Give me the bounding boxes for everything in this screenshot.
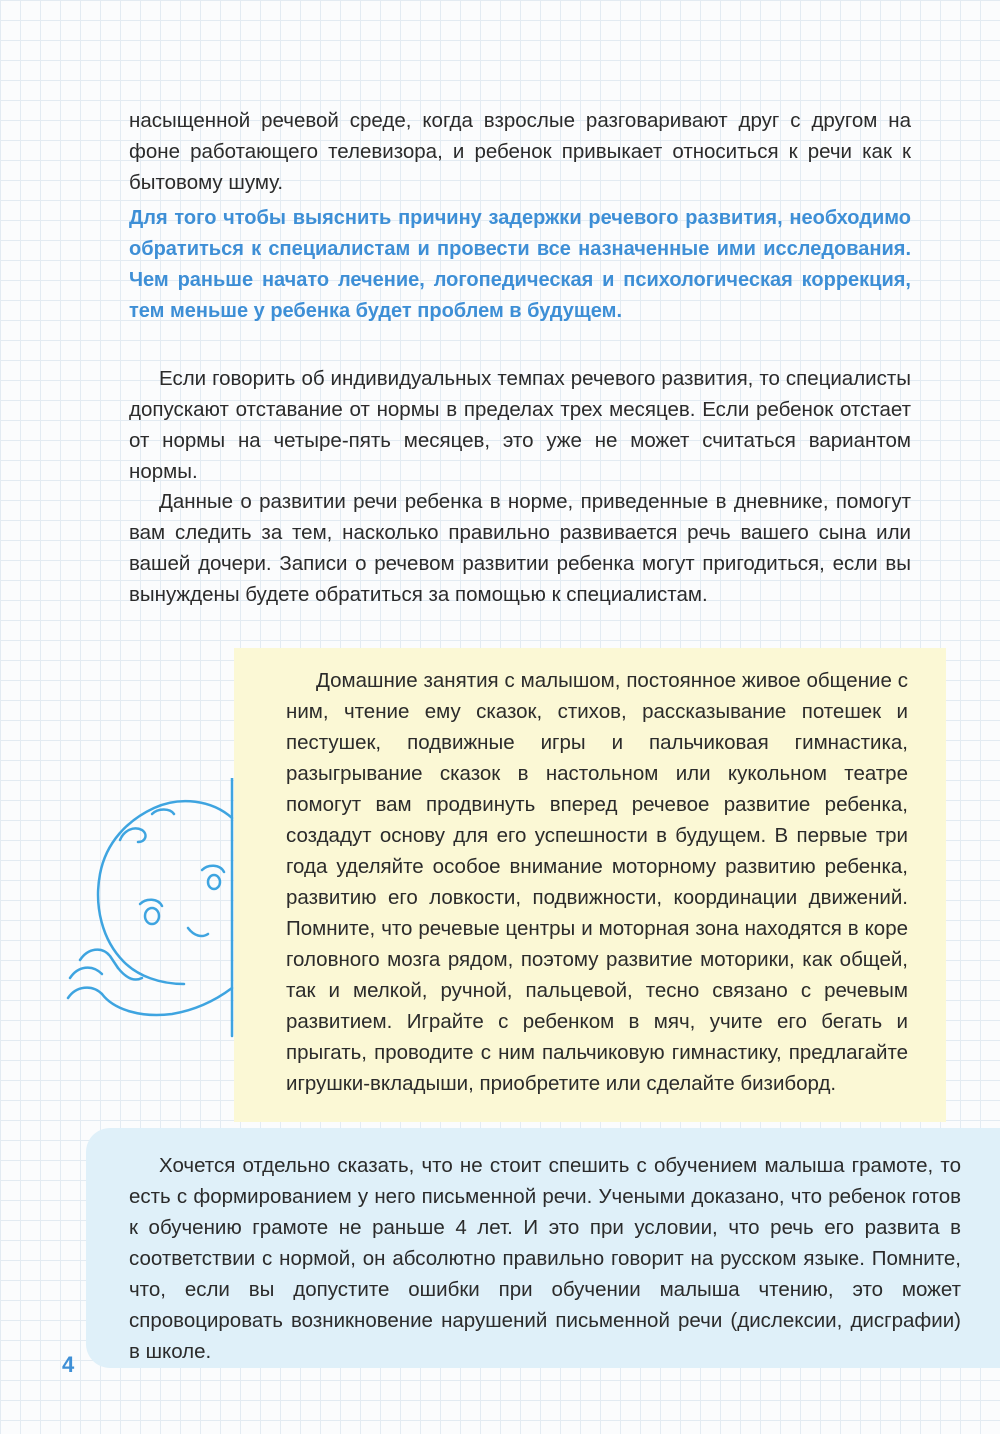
tip-box-text: Домашние занятия с малышом, постоянное живое общение с ним, чтение ему сказок, стихов, рассказывание потешек и пестушек, подвижные игры и пальчиковая гимнастика, разыгрывание сказок в настольном или кукольном театре помогут вам продвинуть вперед речевое развитие ребенка, создадут основу для его успешности в будущем. В первые три года уделяйте особое внимание моторному развитию ребенка, развитию его ловкости, подвижности, координации движений. Помните, что речевые центры и моторная зона находятся в коре головного мозга рядом, поэтому развитие моторики, как общей, так и мелкой, ручной, пальцевой, тесно связано с речевым развитием. Играйте с ребенком в мяч, учите его бегать и прыгать, проводите с ним пальчиковую гимнастику, предлагайте игрушки-вкладыши, приобретите или сделайте бизиборд. [286,669,908,1095]
baby-peeking-icon [62,778,242,1038]
paragraph-highlight: Для того чтобы выяснить причину задержки речевого развития, необходимо обратиться к специалистам и провести все назначенные ими исследования. Чем раньше начато лечение, логопедическая и психологическая коррекция, тем меньше у ребенка будет проблем в будущем. [129,207,911,322]
page-number: 4 [62,1352,75,1377]
note-box-text: Хочется отдельно сказать, что не стоит спешить с обучением малыша грамоте, то есть с формированием у него письменной речи. Учеными доказано, что ребенок готов к обучению грамоте не раньше 4 лет. И это при условии, что речь его развита в соответствии с нормой, он абсолютно правильно говорит на русском языке. Помните, что, если вы допустите ошибки при обучении малыша чтению, это может спровоцировать возникновение нарушений письменной речи (дислексии, дисграфии) в школе. [129,1154,961,1363]
paragraph-tempo: Если говорить об индивидуальных темпах речевого развития, то специалисты допускают отставание от нормы в пределах трех месяцев. Если ребенок отстает от нормы на четыре-пять месяцев, это уже не может считаться вариантом нормы. [129,367,911,483]
paragraph-diary: Данные о развитии речи ребенка в норме, приведенные в дневнике, помогут вам следить за тем, насколько правильно развивается речь вашего сына или вашей дочери. Записи о речевом развитии ребенка могут пригодиться, если вы вынуждены будете обратиться за помощью к специалистам. [129,490,911,606]
paragraph-intro: насыщенной речевой среде, когда взрослые разговаривают друг с другом на фоне работающего телевизора, и ребенок привыкает относиться к речи как к бытовому шуму. [129,109,911,194]
